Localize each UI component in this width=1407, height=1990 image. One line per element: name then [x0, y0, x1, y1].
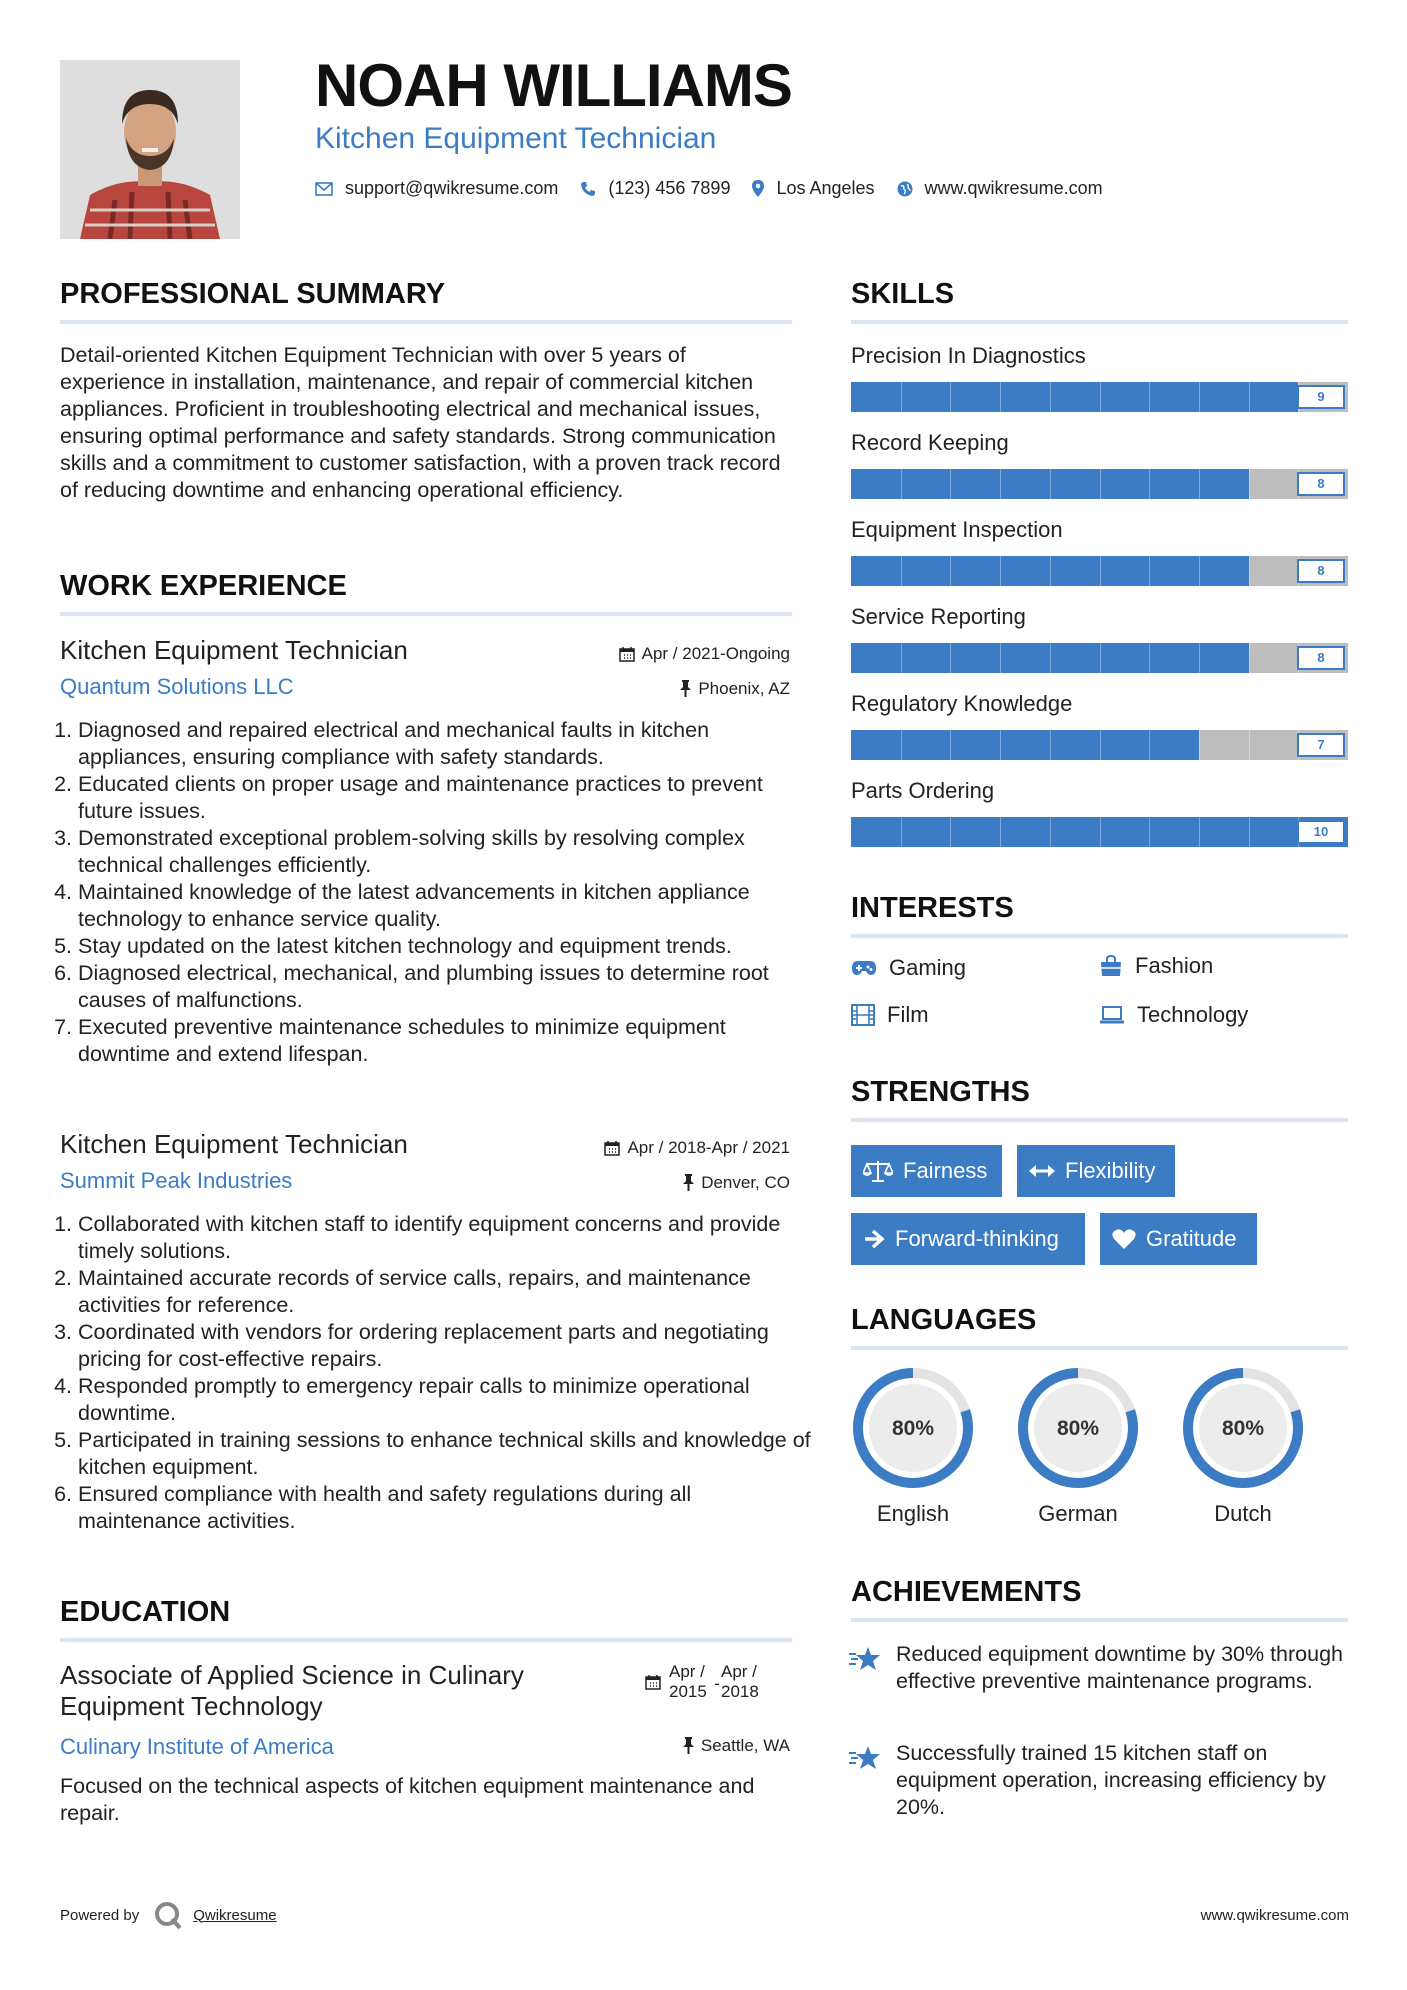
skill-bar-divider: [1249, 556, 1250, 586]
job-1-location: [520, 680, 790, 697]
language-label: German: [1038, 1501, 1118, 1526]
job-1-bullets: [60, 717, 813, 1068]
skill-bar-divider: [1249, 469, 1250, 499]
strength-forward-thinking: [851, 1213, 1085, 1265]
skill-bar-divider: [1000, 643, 1001, 673]
language-percent: 80%: [1056, 1417, 1100, 1440]
skill-bar-divider: [901, 817, 902, 847]
job-2-date-text: Apr / 2018-Apr / 2021: [627, 1138, 790, 1157]
skill-score: 9: [1297, 385, 1345, 409]
language-ring: [851, 1366, 975, 1490]
strength-label: Fairness: [903, 1158, 988, 1183]
skill-label: Service Reporting: [851, 604, 1026, 629]
education-date: [645, 1662, 795, 1702]
achievements-rule: [851, 1618, 1348, 1622]
skill-score: 10: [1297, 820, 1345, 844]
job-2-location: [520, 1174, 790, 1191]
skills-rule: [851, 320, 1348, 324]
phone-text: (123) 456 7899: [608, 178, 731, 198]
list-item: 4. Maintained knowledge of the latest advancements in kitchen appliance technology to enhance service quality.: [78, 879, 813, 933]
list-item: 2. Educated clients on proper usage and maintenance practices to prevent future issues.: [78, 771, 813, 825]
education-description: Focused on the technical aspects of kitchen equipment maintenance and repair.: [60, 1774, 755, 1825]
strength-gratitude: [1100, 1213, 1257, 1265]
arrow-right-icon: [863, 1229, 885, 1249]
job-1-title: Kitchen Equipment Technician: [60, 635, 408, 665]
achievements-heading: ACHIEVEMENTS: [851, 1576, 1082, 1608]
skill-bar-divider: [1100, 817, 1101, 847]
list-item: 1. Collaborated with kitchen staff to identify equipment concerns and provide timely solutions.: [78, 1211, 813, 1265]
skill-bar-divider: [1000, 817, 1001, 847]
shopping-bag-icon: [1099, 955, 1123, 977]
skill-bar-divider: [1199, 643, 1200, 673]
skill-score: 8: [1297, 559, 1345, 583]
list-item: 3. Coordinated with vendors for ordering replacement parts and negotiating pricing for cost-effective repairs.: [78, 1319, 813, 1373]
contact-website[interactable]: [897, 178, 1103, 199]
skill-bar: [851, 730, 1348, 760]
strength-label: Flexibility: [1065, 1158, 1156, 1183]
skill-bar-divider: [950, 382, 951, 412]
summary-heading: PROFESSIONAL SUMMARY: [60, 278, 446, 310]
skill-bar-divider: [1149, 730, 1150, 760]
interests-rule: [851, 934, 1348, 938]
skill-label: Regulatory Knowledge: [851, 691, 1073, 716]
language-label: English: [876, 1501, 950, 1526]
skill-bar: [851, 556, 1348, 586]
skill-bar-divider: [1199, 382, 1200, 412]
skill-bar-divider: [901, 556, 902, 586]
email-text: support@qwikresume.com: [345, 178, 559, 198]
interest-label: Film: [887, 1002, 929, 1027]
list-item: 5. Stay updated on the latest kitchen technology and equipment trends.: [78, 933, 813, 960]
language-percent: 80%: [1221, 1417, 1265, 1440]
degree-title: Associate of Applied Science in Culinary Equipment Technology: [60, 1660, 524, 1721]
skill-bar-divider: [1050, 556, 1051, 586]
heart-icon: [1112, 1228, 1136, 1250]
phone-icon: [580, 181, 596, 197]
skill-score: 8: [1297, 646, 1345, 670]
footer-website[interactable]: www.qwikresume.com: [1200, 1907, 1349, 1924]
skill-bar-divider: [1050, 817, 1051, 847]
skill-bar: [851, 469, 1348, 499]
interest-film: [851, 1004, 929, 1026]
contact-phone[interactable]: [580, 178, 730, 199]
powered-by-text: Powered by: [60, 1906, 140, 1924]
skill-bar-divider: [950, 730, 951, 760]
skill-bar: [851, 643, 1348, 673]
skill-bar-divider: [1100, 556, 1101, 586]
education-date-end: Apr / 2018: [721, 1662, 759, 1701]
skill-label: Precision In Diagnostics: [851, 343, 1086, 368]
pushpin-icon: [680, 680, 691, 697]
strengths-rule: [851, 1118, 1348, 1122]
envelope-icon: [315, 182, 333, 196]
skill-bar-divider: [901, 382, 902, 412]
skill-bar-divider: [1100, 382, 1101, 412]
skill-label: Parts Ordering: [851, 778, 995, 803]
website-text: www.qwikresume.com: [924, 178, 1103, 198]
job-1-date-text: Apr / 2021-Ongoing: [641, 644, 790, 663]
profile-photo: [60, 60, 240, 239]
strength-fairness: [851, 1145, 1002, 1197]
languages-rule: [851, 1346, 1348, 1350]
strength-label: Gratitude: [1146, 1226, 1237, 1251]
job-1-company: Quantum Solutions LLC: [60, 674, 294, 699]
job-1-date: [520, 645, 790, 662]
skill-bar-fill: [851, 730, 1199, 760]
map-marker-icon: [752, 180, 764, 197]
laptop-icon: [1099, 1005, 1125, 1025]
interest-label: Technology: [1137, 1002, 1249, 1027]
candidate-name: NOAH WILLIAMS: [315, 52, 792, 119]
list-item: 3. Demonstrated exceptional problem-solving skills by resolving complex technical challenges efficiently.: [78, 825, 813, 879]
skill-bar-divider: [1000, 730, 1001, 760]
interest-gaming: [851, 957, 966, 979]
interest-technology: [1099, 1004, 1248, 1026]
candidate-title: Kitchen Equipment Technician: [315, 122, 717, 155]
strength-label: Forward-thinking: [895, 1226, 1059, 1251]
education-date-start: Apr / 2015: [669, 1662, 707, 1701]
job-2-bullets: [60, 1211, 813, 1535]
summary-rule: [60, 320, 792, 324]
skill-bar-divider: [1199, 817, 1200, 847]
skill-bar-divider: [1149, 643, 1150, 673]
skill-bar-divider: [1249, 643, 1250, 673]
skill-bar-divider: [1050, 730, 1051, 760]
education-location: [520, 1737, 790, 1754]
skill-bar-divider: [1050, 469, 1051, 499]
skill-bar-fill: [851, 382, 1298, 412]
date-separator: -: [714, 1674, 720, 1693]
skill-bar-divider: [1149, 556, 1150, 586]
skill-bar-divider: [901, 643, 902, 673]
language-label: Dutch: [1214, 1501, 1272, 1526]
education-location-text: Seattle, WA: [700, 1736, 790, 1755]
strength-flexibility: [1017, 1145, 1175, 1197]
skill-bar-divider: [1050, 382, 1051, 412]
skill-bar-divider: [1249, 730, 1250, 760]
summary-text: Detail-oriented Kitchen Equipment Technician with over 5 years of experience in installation, maintenance, and repair of commercial kitchen appliances. Proficient in troubleshooting electrical and mechanical issues, ensuring optimal performance and safety standards. Strong communication skills and a commitment to customer satisfaction, with a proven track record of reducing downtime and enhancing operational efficiency.: [60, 343, 781, 502]
skill-bar-divider: [1199, 730, 1200, 760]
job-2-title: Kitchen Equipment Technician: [60, 1129, 408, 1159]
skill-bar-divider: [901, 469, 902, 499]
list-item: 6. Diagnosed electrical, mechanical, and plumbing issues to determine root causes of malfunctions.: [78, 960, 813, 1014]
education-rule: [60, 1638, 792, 1642]
interest-label: Fashion: [1135, 953, 1214, 978]
skill-bar-divider: [950, 469, 951, 499]
languages-heading: LANGUAGES: [851, 1304, 1037, 1336]
gamepad-icon: [851, 960, 877, 976]
strengths-heading: STRENGTHS: [851, 1076, 1030, 1108]
skill-bar-divider: [1000, 469, 1001, 499]
achievement-item: Successfully trained 15 kitchen staff on equipment operation, increasing efficiency by 20%.: [896, 1741, 1326, 1819]
skill-bar-divider: [1000, 556, 1001, 586]
skill-bar-divider: [901, 730, 902, 760]
contact-bar: [315, 178, 1125, 199]
star-badge-icon: [848, 1645, 882, 1673]
school-name: Culinary Institute of America: [60, 1734, 334, 1759]
achievement-item: Reduced equipment downtime by 30% through effective preventive maintenance programs.: [896, 1642, 1344, 1693]
list-item: 5. Participated in training sessions to enhance technical skills and knowledge of kitchen equipment.: [78, 1427, 813, 1481]
pushpin-icon: [683, 1737, 694, 1754]
skill-bar-divider: [1050, 643, 1051, 673]
list-item: 6. Ensured compliance with health and safety regulations during all maintenance activities.: [78, 1481, 813, 1535]
skill-bar-divider: [1100, 643, 1101, 673]
film-icon: [851, 1004, 875, 1026]
job-2-location-text: Denver, CO: [701, 1173, 790, 1192]
calendar-icon: [645, 1674, 661, 1690]
job-2-date: [520, 1139, 790, 1156]
skill-bar-divider: [1199, 469, 1200, 499]
skill-bar-divider: [950, 817, 951, 847]
contact-location: [752, 178, 874, 199]
balance-scale-icon: [863, 1160, 893, 1182]
pushpin-icon: [683, 1174, 694, 1191]
calendar-icon: [604, 1140, 620, 1156]
skill-bar-divider: [1149, 382, 1150, 412]
calendar-icon: [619, 646, 635, 662]
list-item: 4. Responded promptly to emergency repair calls to minimize operational downtime.: [78, 1373, 813, 1427]
skill-label: Record Keeping: [851, 430, 1009, 455]
interests-heading: INTERESTS: [851, 892, 1014, 924]
skill-bar-divider: [1149, 817, 1150, 847]
location-text: Los Angeles: [776, 178, 875, 198]
language-ring: [1016, 1366, 1140, 1490]
contact-email[interactable]: [315, 178, 558, 199]
skill-bar-divider: [1100, 730, 1101, 760]
job-1-location-text: Phoenix, AZ: [698, 679, 790, 698]
globe-icon: [897, 181, 913, 197]
qwikresume-logo-icon: [153, 1900, 183, 1930]
interest-label: Gaming: [889, 955, 967, 980]
education-heading: EDUCATION: [60, 1596, 231, 1628]
list-item: 1. Diagnosed and repaired electrical and mechanical faults in kitchen appliances, ensuring compliance with safety standards.: [78, 717, 813, 771]
language-ring: [1181, 1366, 1305, 1490]
experience-heading: WORK EXPERIENCE: [60, 570, 347, 602]
list-item: 7. Executed preventive maintenance schedules to minimize equipment downtime and extend lifespan.: [78, 1014, 813, 1068]
skill-bar-divider: [1100, 469, 1101, 499]
skill-bar-divider: [1199, 556, 1200, 586]
skill-bar: [851, 817, 1348, 847]
skill-bar-divider: [1000, 382, 1001, 412]
skills-heading: SKILLS: [851, 278, 955, 310]
skill-bar-divider: [1249, 382, 1250, 412]
star-badge-icon: [848, 1744, 882, 1772]
job-2-company: Summit Peak Industries: [60, 1168, 293, 1193]
list-item: 2. Maintained accurate records of service calls, repairs, and maintenance activities for reference.: [78, 1265, 813, 1319]
skill-bar-divider: [1249, 817, 1250, 847]
experience-rule: [60, 612, 792, 616]
interest-fashion: [1099, 955, 1213, 977]
skill-bar-divider: [950, 643, 951, 673]
arrows-horizontal-icon: [1029, 1164, 1055, 1178]
language-percent: 80%: [891, 1417, 935, 1440]
skill-label: Equipment Inspection: [851, 517, 1063, 542]
qwikresume-link[interactable]: Qwikresume: [193, 1906, 277, 1924]
footer-powered-by: [60, 1900, 277, 1930]
skill-bar-divider: [950, 556, 951, 586]
skill-score: 8: [1297, 472, 1345, 496]
skill-score: 7: [1297, 733, 1345, 757]
skill-bar-divider: [1149, 469, 1150, 499]
skill-bar: [851, 382, 1348, 412]
